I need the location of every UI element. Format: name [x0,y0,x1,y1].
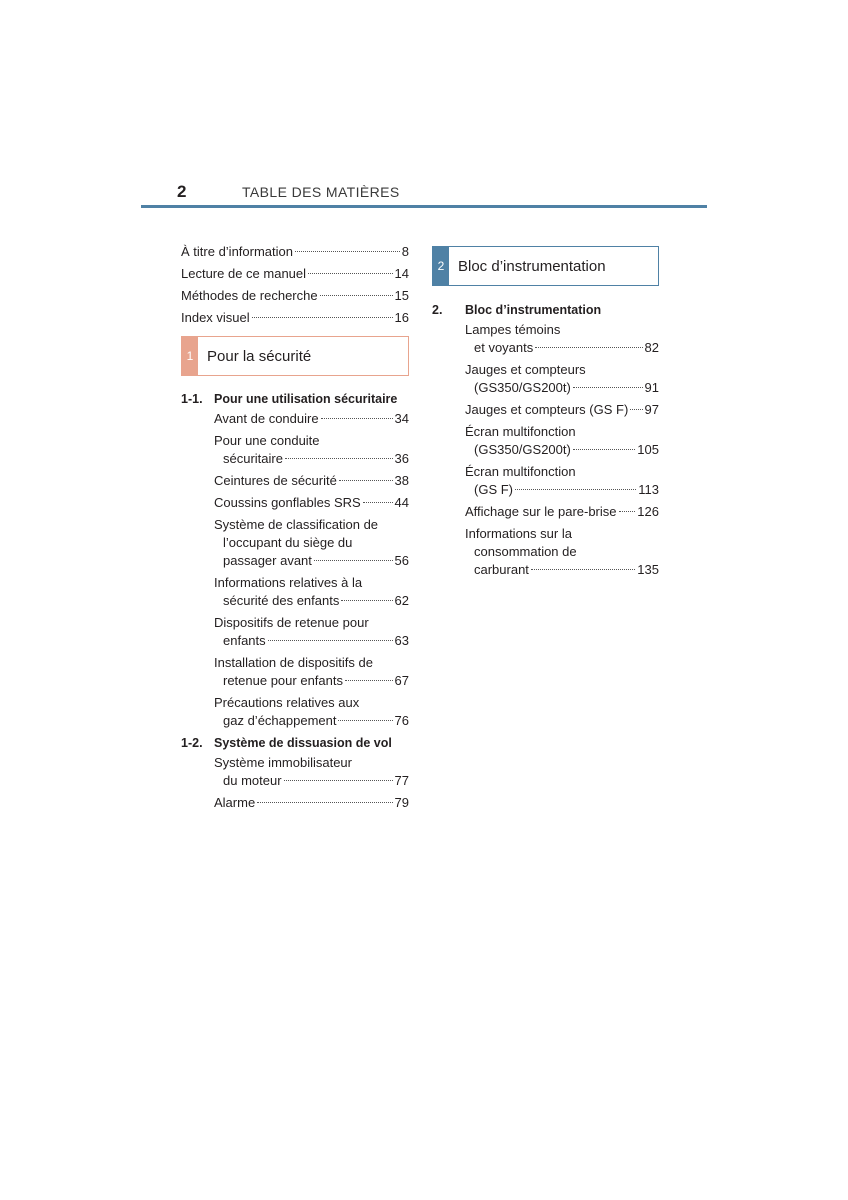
dot-leader [257,802,392,803]
dot-leader [338,720,392,721]
toc-entry-line: Dispositifs de retenue pour [214,615,369,630]
toc-line[interactable] [214,450,409,468]
toc-line[interactable] [181,263,409,285]
toc-entry-line: Écran multifonction [465,464,576,479]
toc-entry[interactable] [181,694,409,730]
toc-label: Coussins gonflables SRS [214,495,361,510]
section-number: 2 [433,247,449,285]
toc-line[interactable] [214,472,409,490]
toc-line[interactable] [214,672,409,690]
toc-label: passager avant [223,553,312,568]
toc-page-number: 91 [644,380,659,395]
subsection-number: 2. [432,303,443,317]
toc-page-number: 135 [637,562,659,577]
subsection-heading[interactable] [432,299,659,321]
toc-label: retenue pour enfants [223,673,343,688]
toc-label: carburant [474,562,529,577]
toc-entry[interactable] [181,574,409,610]
dot-leader [295,251,400,252]
dot-leader [531,569,635,570]
toc-entry[interactable] [181,432,409,468]
toc-entry[interactable] [181,410,409,428]
toc-label: Index visuel [181,310,250,325]
toc-label: (GS350/GS200t) [474,442,571,457]
toc-line[interactable] [214,794,409,812]
section-title: Pour la sécurité [207,347,312,365]
dot-leader [363,502,393,503]
toc-entry[interactable] [181,472,409,490]
header-rule [141,205,707,208]
toc-line[interactable] [181,285,409,307]
dot-leader [314,560,393,561]
toc-line[interactable] [214,552,409,570]
toc-label: gaz d’échappement [223,713,337,728]
toc-entry-line: Système de classification de [214,517,379,532]
toc-line[interactable] [465,339,659,357]
toc-page-number: 79 [394,795,409,810]
toc-page-number: 15 [394,288,409,303]
toc-line[interactable] [465,379,659,397]
toc-entry-line: Jauges et compteurs [465,362,586,377]
toc-label: Lecture de ce manuel [181,266,307,281]
dot-leader [573,387,643,388]
section-2-header[interactable] [432,246,659,286]
toc-label: (GS F) [474,482,513,497]
dot-leader [252,317,393,318]
toc-label: (GS350/GS200t) [474,380,571,395]
toc-entry[interactable] [181,794,409,812]
dot-leader [285,458,393,459]
dot-leader [308,273,393,274]
header-title: TABLE DES MATIÈRES [242,184,400,200]
toc-entry-line: consommation de [474,544,577,559]
dot-leader [573,449,635,450]
toc-line[interactable] [214,410,409,428]
toc-label: et voyants [474,340,534,355]
toc-line[interactable] [214,632,409,650]
toc-label: Alarme [214,795,256,810]
toc-entry-line: Écran multifonction [465,424,576,439]
dot-leader [619,511,636,512]
toc-entry[interactable] [432,321,659,357]
toc-page-number: 62 [394,593,409,608]
dot-leader [268,640,393,641]
toc-entry[interactable] [181,654,409,690]
toc-page-number: 16 [394,310,409,325]
toc-page-number: 97 [644,402,659,417]
dot-leader [339,480,393,481]
toc-entry[interactable] [432,463,659,499]
subsection-heading[interactable] [181,732,409,754]
toc-label: Avant de conduire [214,411,319,426]
toc-entry[interactable] [432,503,659,521]
toc-line[interactable] [214,494,409,512]
toc-label: sécuritaire [223,451,283,466]
toc-entry-line: Informations sur la [465,526,572,541]
toc-page-number: 76 [394,713,409,728]
toc-label: À titre d’information [181,244,293,259]
toc-page-number: 34 [394,411,409,426]
toc-line[interactable] [465,503,659,521]
toc-entry[interactable] [181,754,409,790]
toc-line[interactable] [214,772,409,790]
subsection-title: Pour une utilisation sécuritaire [214,392,398,406]
subsection-number: 1-1. [181,392,203,406]
toc-entry-line: l’occupant du siège du [223,535,353,550]
toc-right-column [432,246,659,579]
toc-line[interactable] [465,561,659,579]
subsection-entries [181,754,409,812]
page-header [141,178,707,210]
toc-line[interactable] [181,241,409,263]
toc-label: enfants [223,633,266,648]
subsection-entries [432,321,659,579]
toc-line[interactable] [214,712,409,730]
toc-label: Méthodes de recherche [181,288,318,303]
toc-page-number: 14 [394,266,409,281]
toc-entry-line: Informations relatives à la [214,575,363,590]
toc-page-number: 126 [637,504,659,519]
toc-entry-line: Installation de dispositifs de [214,655,373,670]
dot-leader [341,600,392,601]
toc-page-number: 38 [394,473,409,488]
toc-left-column [181,241,409,812]
toc-page-number: 63 [394,633,409,648]
dot-leader [321,418,393,419]
toc-label: du moteur [223,773,282,788]
toc-entry[interactable] [432,361,659,397]
toc-label: Affichage sur le pare-brise [465,504,617,519]
toc-entry-line: Pour une conduite [214,433,320,448]
toc-page-number: 77 [394,773,409,788]
subsection-title: Bloc d’instrumentation [465,303,602,317]
toc-line[interactable] [214,592,409,610]
toc-line[interactable] [465,481,659,499]
dot-leader [284,780,393,781]
toc-entry[interactable] [181,494,409,512]
subsection-entries [181,410,409,730]
toc-page-number: 105 [637,442,659,457]
toc-entry-line: Précautions relatives aux [214,695,360,710]
section-number: 1 [182,337,198,375]
dot-leader [320,295,393,296]
toc-page-number: 44 [394,495,409,510]
subsection-title: Système de dissuasion de vol [214,736,392,750]
toc-entry[interactable] [181,516,409,570]
toc-label: Jauges et compteurs (GS F) [465,402,629,417]
toc-page-number: 67 [394,673,409,688]
toc-entry-line: Système immobilisateur [214,755,352,770]
intro-list [181,241,409,329]
dot-leader [345,680,393,681]
dot-leader [630,409,642,410]
toc-entry[interactable] [432,401,659,419]
toc-line[interactable] [465,401,659,419]
subsection-heading[interactable] [181,388,409,410]
toc-entry[interactable] [432,423,659,459]
toc-line[interactable] [181,307,409,329]
toc-page-number: 36 [394,451,409,466]
toc-page-number: 56 [394,553,409,568]
toc-page-number: 8 [401,244,409,259]
toc-entry[interactable] [432,525,659,579]
toc-page-number: 82 [644,340,659,355]
subsection-number: 1-2. [181,736,203,750]
section-1-header[interactable] [181,336,409,376]
dot-leader [535,347,642,348]
toc-entry-line: Lampes témoins [465,322,561,337]
toc-entry[interactable] [181,614,409,650]
dot-leader [515,489,636,490]
section-title: Bloc d’instrumentation [458,257,606,275]
toc-label: Ceintures de sécurité [214,473,337,488]
toc-page-number: 113 [638,482,659,497]
toc-line[interactable] [465,441,659,459]
toc-label: sécurité des enfants [223,593,340,608]
page-number: 2 [177,182,187,201]
